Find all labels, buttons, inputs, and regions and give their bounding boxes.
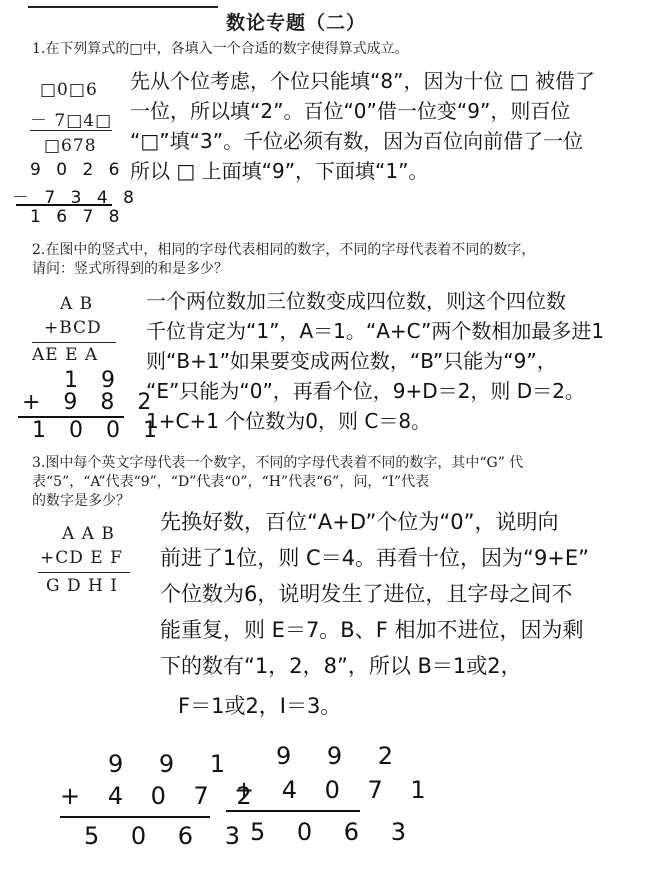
q2-explanation-4: “E”只能为“0”，再看个位，9+D＝2，则 D＝2。 xyxy=(146,379,585,403)
q2-explanation-5: 1+C+1 个位数为0，则 C＝8。 xyxy=(146,409,432,433)
q2-text-1: 2.在图中的竖式中，相同的字母代表相同的数字，不同的字母代表着不同的数字， xyxy=(32,242,536,258)
q1-print-line-1: □0□6 xyxy=(40,80,98,100)
q3-explanation-6: F＝1或2，I＝3。 xyxy=(178,694,342,718)
q3-work1-line-2: + 4 0 7 2 xyxy=(60,782,262,810)
q1-explanation-1: 先从个位考虑，个位只能填“8”，因为十位 □ 被借了 xyxy=(130,69,596,93)
q3-work2-line-1: 9 9 2 xyxy=(276,742,408,770)
q2-explanation-2: 千位肯定为“1”，A＝1。“A+C”两个数相加最多进1 xyxy=(146,319,605,343)
q1-explanation-2: 一位，所以填“2”。百位“0”借一位变“9”，则百位 xyxy=(130,99,571,123)
q3-explanation-2: 前进了1位，则 C＝4。再看十位，因为“9+E” xyxy=(160,546,590,570)
q3-work2-line-2: + 4 0 7 1 xyxy=(234,776,436,804)
q3-text-3: 的数字是多少？ xyxy=(32,493,130,509)
q3-explanation-3: 个位数为6，说明发生了进位，且字母之间不 xyxy=(160,582,573,606)
q2-print-line-2: +BCD xyxy=(44,318,102,338)
q3-work1-line-1: 9 9 1 xyxy=(108,750,240,778)
q3-explanation-4: 能重复，则 E＝7。B、F 相加不进位，因为剩 xyxy=(160,618,584,642)
page-title: 数论专题（二） xyxy=(226,12,367,34)
q3-print-line-3: G D H I xyxy=(46,576,118,596)
q2-print-line-1: A B xyxy=(60,294,94,314)
q3-work1-line-3: 5 0 6 3 xyxy=(84,822,252,850)
q3-work2-rule xyxy=(226,810,360,812)
q2-work-line-3: 1 0 0 1 xyxy=(32,418,165,443)
q3-explanation-5: 下的数有“1，2，8”，所以 B＝1或2， xyxy=(160,654,522,678)
q1-explanation-3: “□”填“3”。千位必须有数，因为百位向前借了一位 xyxy=(130,129,584,153)
q1-print-line-2: － 7□4□ xyxy=(30,111,113,131)
q3-text-1: 3.图中每个英文字母代表一个数字，不同的字母代表着不同的数字，其中“G” 代 xyxy=(32,455,524,471)
q2-print-rule xyxy=(32,342,116,343)
q2-text-2: 请问：竖式所得到的和是多少？ xyxy=(32,261,228,277)
q3-text-2: 表“5”，“A”代表“9”，“D”代表“0”，“H”代表“6”，问，“I”代表 xyxy=(32,474,430,490)
q3-explanation-1: 先换好数，百位“A+D”个位为“0”，说明向 xyxy=(160,510,559,534)
q1-work-line-1: 9 0 2 6 xyxy=(30,160,125,180)
q2-work-line-2: + 9 8 2 xyxy=(22,390,160,415)
top-rule xyxy=(28,6,218,8)
q1-work-line-2: － 7 3 4 8 xyxy=(12,188,139,208)
q2-explanation-1: 一个两位数加三位数变成四位数，则这个四位数 xyxy=(146,289,566,313)
q3-print-line-1: A A B xyxy=(62,524,115,544)
q2-print-line-3: AE E A xyxy=(32,345,99,365)
q1-work-rule xyxy=(16,204,112,206)
q1-text: 1.在下列算式的□中，各填入一个合适的数字使得算式成立。 xyxy=(32,41,409,57)
q3-work2-line-3: 5 0 6 3 xyxy=(250,818,418,846)
q1-work-line-3: 1 6 7 8 xyxy=(30,207,125,227)
q2-work-line-1: 1 9 xyxy=(64,368,123,393)
q3-print-line-2: +CD E F xyxy=(40,548,123,568)
q1-print-line-3: □678 xyxy=(44,136,97,156)
q1-print-rule xyxy=(30,130,112,131)
q2-explanation-3: 则“B+1”如果要变成两位数，“B”只能为“9”， xyxy=(146,349,557,373)
q1-explanation-4: 所以 □ 上面填“9”，下面填“1”。 xyxy=(130,159,429,183)
q3-work1-rule xyxy=(60,816,210,818)
q3-print-rule xyxy=(38,572,130,573)
